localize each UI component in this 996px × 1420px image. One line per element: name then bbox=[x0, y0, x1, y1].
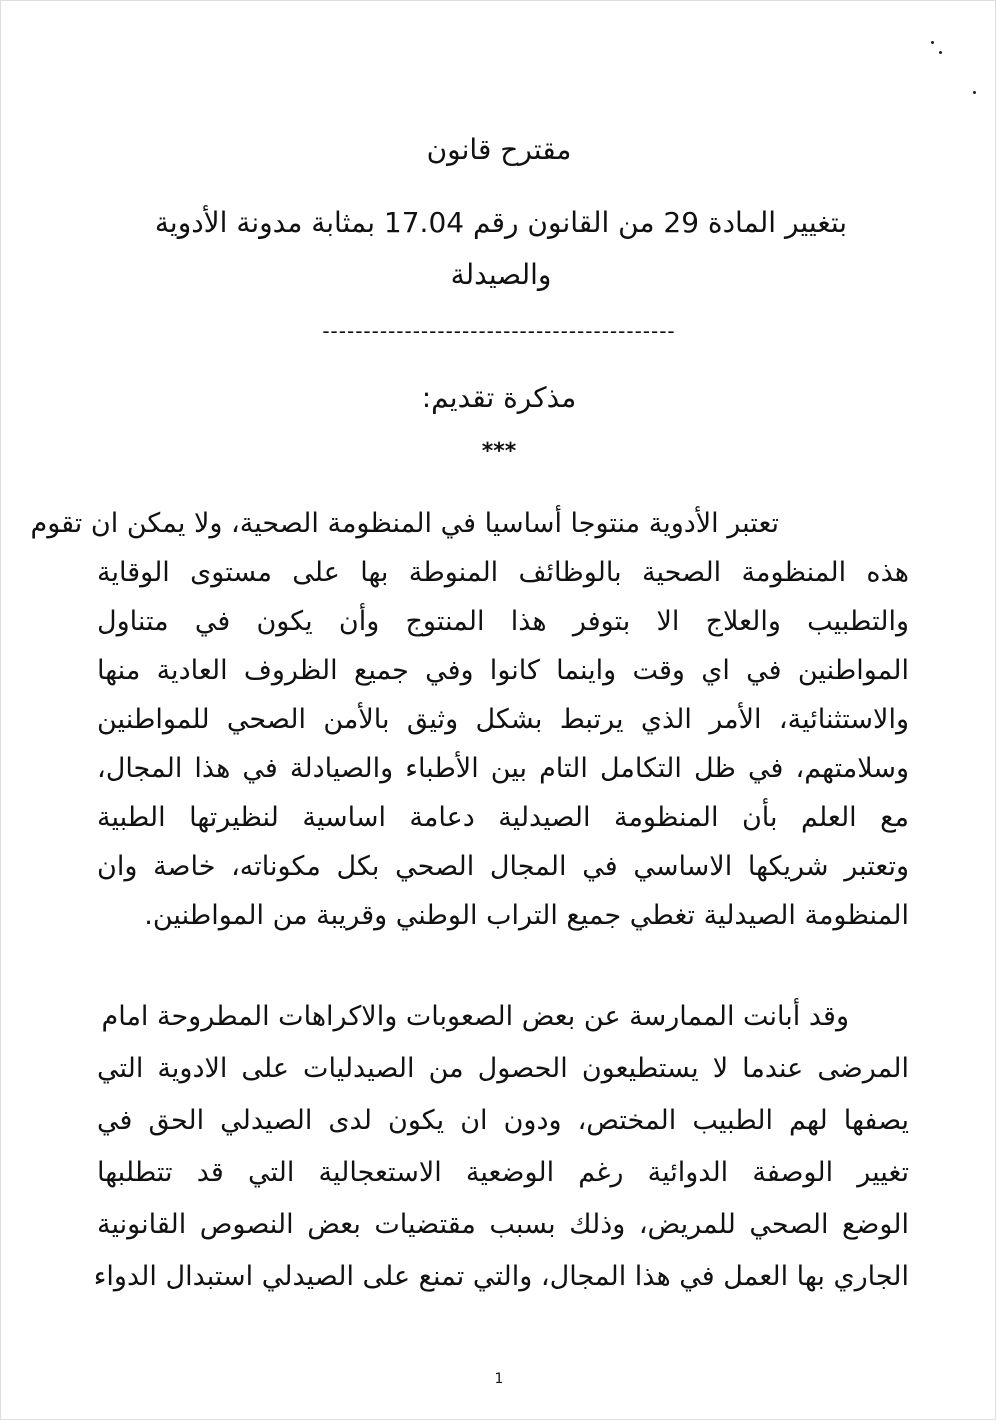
text-line: تعتبر الأدوية منتوجا أساسيا في المنظومة الصحية، ولا يمكن ان تقوم bbox=[30, 508, 779, 539]
text-line: والاستثنائية، الأمر الذي يرتبط بشكل وثيق بالأمن الصحي للمواطنين bbox=[97, 704, 909, 735]
text-line: هذه المنظومة الصحية بالوظائف المنوطة بها على مستوى الوقاية bbox=[97, 557, 909, 588]
text-line: وسلامتهم، في ظل التكامل التام بين الأطباء والصيادلة في هذا المجال، bbox=[97, 753, 909, 784]
stars-separator: *** bbox=[481, 439, 517, 464]
page-number: 1 bbox=[494, 1371, 504, 1387]
text-line: المرضى عندما لا يستطيعون الحصول من الصيدليات على الادوية التي bbox=[97, 1053, 909, 1084]
scan-speck bbox=[973, 91, 976, 94]
text-line: الجاري بها العمل في هذا المجال، والتي تمنع على الصيدلي استبدال الدواء bbox=[93, 1261, 909, 1292]
memo-heading: مذكرة تقديم: bbox=[421, 381, 577, 414]
text-line: المنظومة الصيدلية تغطي جميع التراب الوطني وقريبة من المواطنين. bbox=[144, 900, 909, 931]
text-line: الوضع الصحي للمريض، وذلك بسبب مقتضيات بعض النصوص القانونية bbox=[97, 1209, 909, 1240]
text-line: تغيير الوصفة الدوائية رغم الوضعية الاستعجالية التي قد تتطلبها bbox=[97, 1157, 909, 1188]
text-line: يصفها لهم الطبيب المختص، ودون ان يكون لدى الصيدلي الحق في bbox=[97, 1105, 909, 1136]
text-line: المواطنين في اي وقت واينما كانوا وفي جميع الظروف العادية منها bbox=[97, 655, 909, 686]
document-title: مقترح قانون bbox=[426, 133, 572, 166]
paragraph-2 bbox=[93, 991, 909, 1303]
text-line: وتعتبر شريكها الاساسي في المجال الصحي بكل مكوناته، خاصة وان bbox=[97, 851, 909, 882]
text-line: والتطبيب والعلاج الا بتوفر هذا المنتوج وأن يكون في متناول bbox=[97, 606, 909, 637]
text-line: مع العلم بأن المنظومة الصيدلية دعامة اساسية لنظيرتها الطبية bbox=[97, 802, 909, 833]
paragraph-1 bbox=[30, 499, 909, 940]
text-line: وقد أبانت الممارسة عن بعض الصعوبات والاكراهات المطروحة امام bbox=[101, 1001, 849, 1032]
document-subtitle: بتغيير المادة 29 من القانون رقم 17.04 بمثابة مدونة الأدوية والصيدلة bbox=[154, 206, 848, 291]
divider: ------------------------------------------- bbox=[322, 319, 676, 343]
scan-speck bbox=[939, 51, 942, 54]
scan-speck bbox=[931, 41, 934, 44]
